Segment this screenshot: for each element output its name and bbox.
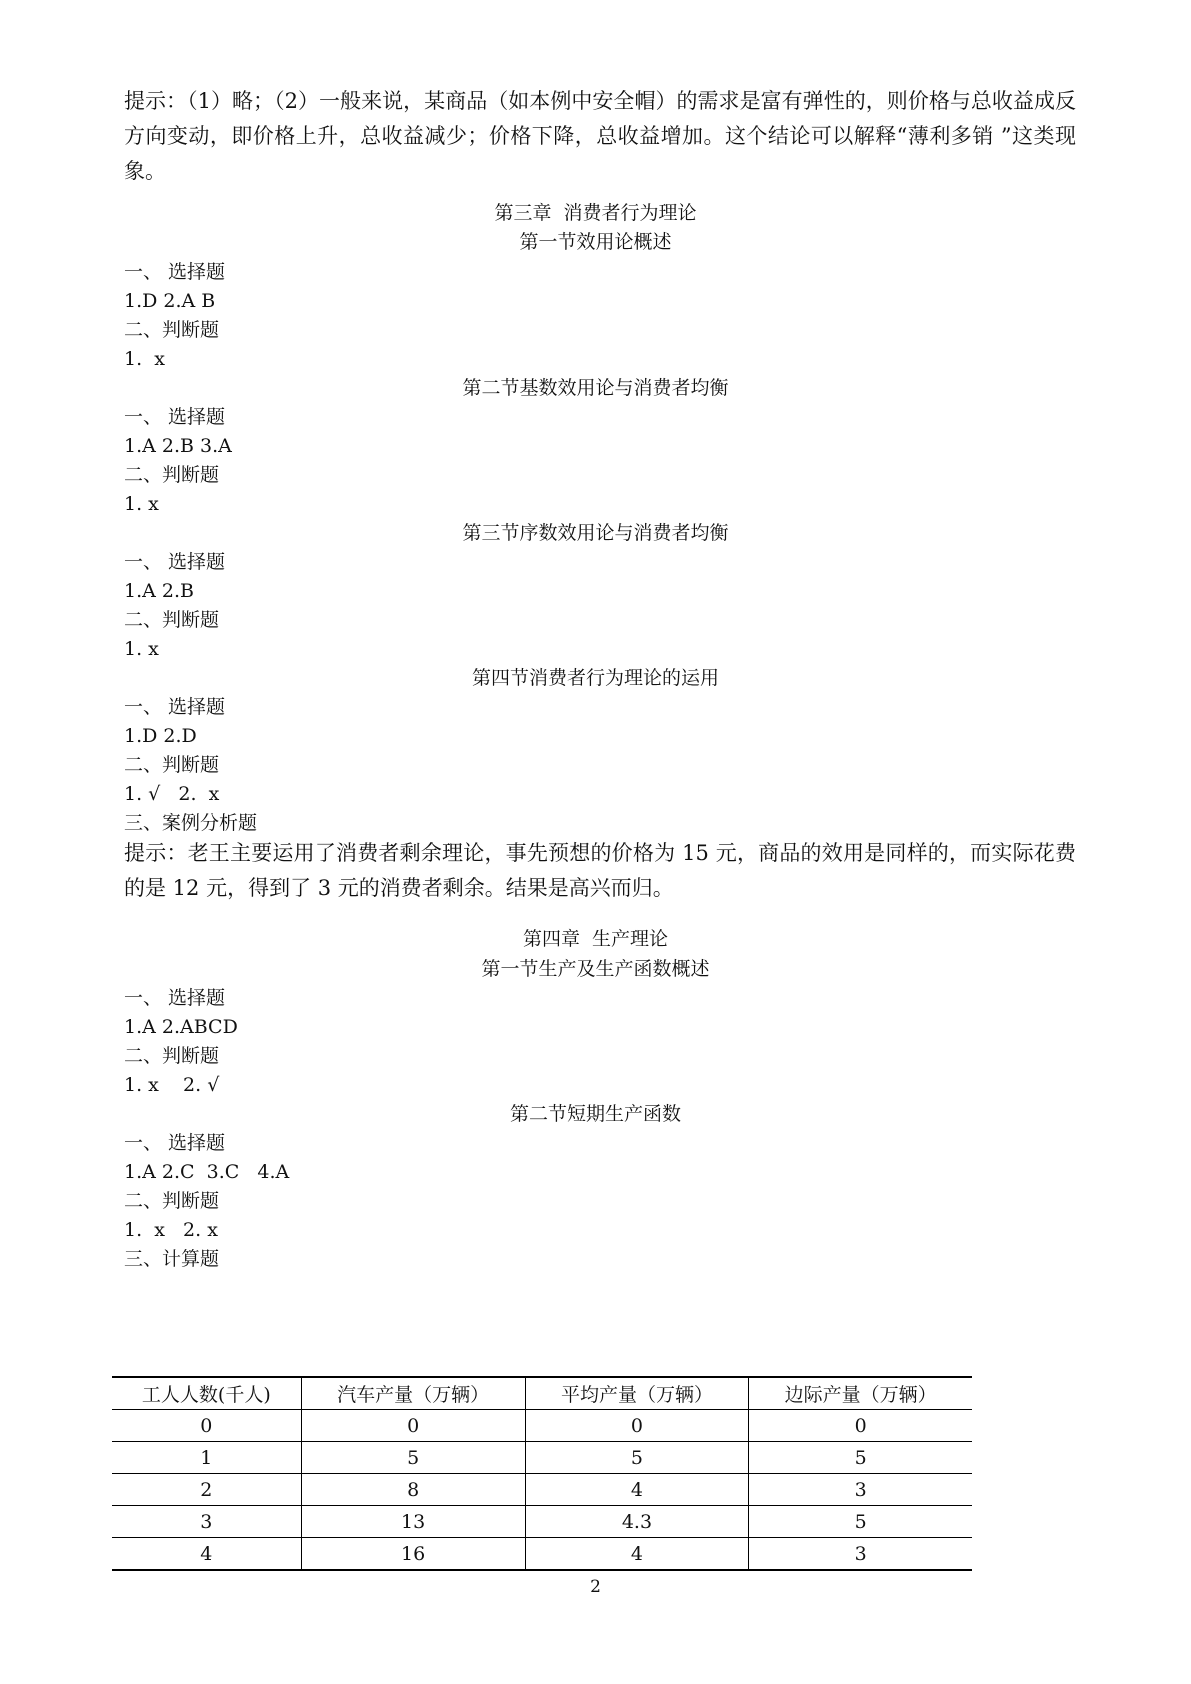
table-row (112, 1442, 972, 1474)
ch4-s1-judge-heading: 二、判断题 (124, 1045, 220, 1067)
ch3-s3-judge-heading: 二、判断题 (124, 609, 220, 631)
table-cell: 5 (749, 1442, 972, 1474)
table-cell: 2 (112, 1474, 301, 1506)
page-number: 2 (590, 1577, 601, 1597)
table-row (112, 1538, 972, 1571)
ch3-s3-choice-answers: 1.A 2.B (124, 580, 194, 602)
table-cell: 5 (749, 1506, 972, 1538)
ch3-s2-judge-heading: 二、判断题 (124, 464, 220, 486)
ch4-s2-choice-heading: 一、 选择题 (124, 1132, 226, 1154)
table-cell: 3 (749, 1538, 972, 1571)
ch4-s2-judge-answers: 1. x 2. x (124, 1219, 218, 1241)
ch3-s4-case-hint: 提示：老王主要运用了消费者剩余理论，事先预想的价格为 15 元，商品的效用是同样的，而实际花费的是 12 元，得到了 3 元的消费者剩余。结果是高兴而归。 (124, 841, 1076, 900)
table-cell: 5 (525, 1442, 749, 1474)
ch3-section1-title: 第一节效用论概述 (519, 231, 672, 253)
table-cell: 3 (112, 1506, 301, 1538)
table-cell: 8 (301, 1474, 525, 1506)
chapter4-title: 第四章 生产理论 (522, 928, 669, 950)
table-cell: 0 (749, 1410, 972, 1442)
ch3-s1-choice-answers: 1.D 2.A B (124, 290, 216, 312)
table-header-row (112, 1377, 972, 1410)
table-header-cell: 工人人数(千人) (112, 1377, 301, 1410)
ch4-s2-choice-answers: 1.A 2.C 3.C 4.A (124, 1161, 290, 1183)
ch3-s2-judge-answers: 1. x (124, 493, 159, 515)
ch3-s4-choice-answers: 1.D 2.D (124, 725, 197, 747)
ch4-section2-title: 第二节短期生产函数 (509, 1103, 681, 1125)
ch3-section2-title: 第二节基数效用论与消费者均衡 (462, 377, 729, 399)
ch4-section1-title: 第一节生产及生产函数概述 (481, 958, 710, 980)
table-cell: 4 (112, 1538, 301, 1571)
ch4-s1-choice-heading: 一、 选择题 (124, 987, 226, 1009)
intro-hint: 提示：（1）略；（2）一般来说，某商品（如本例中安全帽）的需求是富有弹性的，则价格与总收益成反方向变动，即价格上升，总收益减少；价格下降，总收益增加。这个结论可以解释“薄利多销 ”这类现象。 (124, 89, 1076, 183)
table-row (112, 1506, 972, 1538)
ch3-s3-judge-answers: 1. x (124, 638, 159, 660)
ch3-s2-choice-answers: 1.A 2.B 3.A (124, 435, 232, 457)
ch3-section3-title: 第三节序数效用论与消费者均衡 (462, 522, 729, 544)
ch4-s1-choice-answers: 1.A 2.ABCD (124, 1016, 238, 1038)
table-header-cell: 边际产量（万辆） (749, 1377, 972, 1410)
ch4-s2-calc-heading: 三、计算题 (124, 1248, 220, 1270)
table-row (112, 1410, 972, 1442)
chapter3-title: 第三章 消费者行为理论 (494, 202, 697, 224)
table-cell: 0 (525, 1410, 749, 1442)
table-header-cell: 汽车产量（万辆） (301, 1377, 525, 1410)
ch3-s4-judge-heading: 二、判断题 (124, 754, 220, 776)
table-cell: 1 (112, 1442, 301, 1474)
table-cell: 4.3 (525, 1506, 749, 1538)
ch3-s1-judge-heading: 二、判断题 (124, 319, 220, 341)
table-cell: 16 (301, 1538, 525, 1571)
ch3-s4-choice-heading: 一、 选择题 (124, 696, 226, 718)
table-cell: 4 (525, 1474, 749, 1506)
table-header-cell: 平均产量（万辆） (525, 1377, 749, 1410)
ch3-s2-choice-heading: 一、 选择题 (124, 406, 226, 428)
table-cell: 13 (301, 1506, 525, 1538)
table-cell: 0 (112, 1410, 301, 1442)
production-table (112, 1376, 972, 1571)
table-cell: 5 (301, 1442, 525, 1474)
ch3-s4-judge-answers: 1. √ 2. x (124, 783, 220, 805)
table-cell: 0 (301, 1410, 525, 1442)
table-row (112, 1474, 972, 1506)
ch3-s1-judge-answers: 1. x (124, 348, 165, 370)
table-cell: 3 (749, 1474, 972, 1506)
ch4-s1-judge-answers: 1. x 2. √ (124, 1074, 220, 1096)
ch4-s2-judge-heading: 二、判断题 (124, 1190, 220, 1212)
table-cell: 4 (525, 1538, 749, 1571)
ch3-s1-choice-heading: 一、 选择题 (124, 261, 226, 283)
ch3-section4-title: 第四节消费者行为理论的运用 (471, 667, 719, 689)
ch3-s4-case-heading: 三、案例分析题 (124, 812, 258, 834)
ch3-s3-choice-heading: 一、 选择题 (124, 551, 226, 573)
